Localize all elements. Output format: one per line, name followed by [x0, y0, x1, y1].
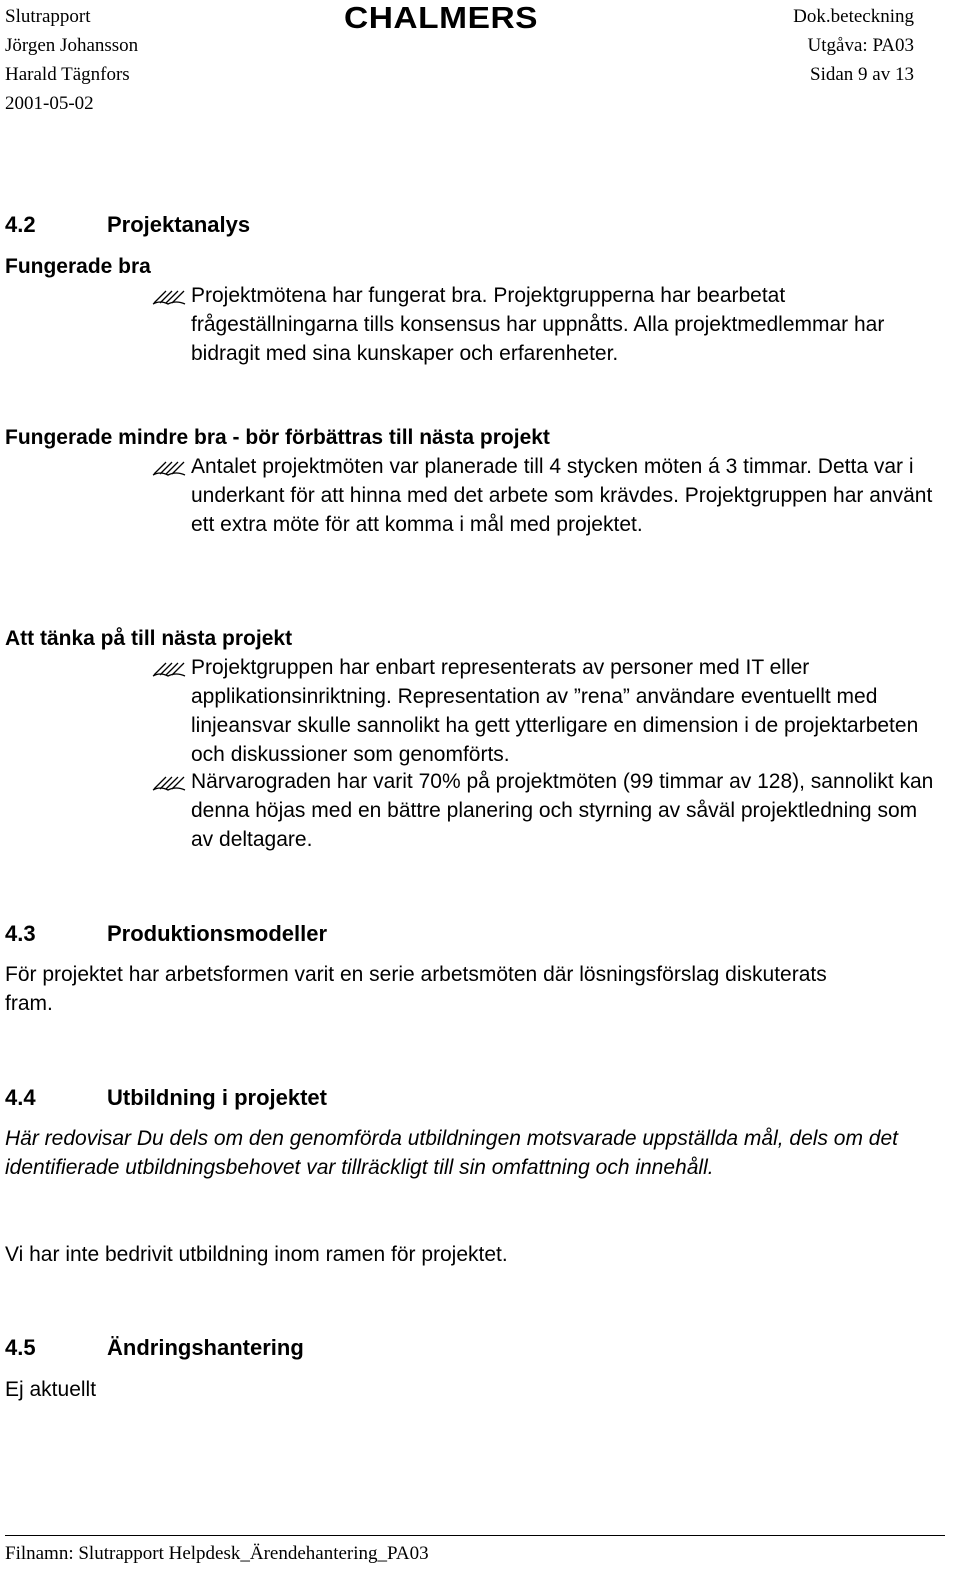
section-title: Projektanalys — [107, 212, 251, 237]
subheading-fungerade-bra: Fungerade bra — [5, 255, 151, 278]
subheading-mindre-bra: Fungerade mindre bra - bör förbättras till nästa projekt — [5, 426, 550, 449]
footer-divider — [5, 1535, 945, 1536]
bullet-item — [152, 281, 912, 368]
section-title: Produktionsmodeller — [107, 921, 328, 946]
header-author-1: Jörgen Johansson — [5, 35, 139, 56]
paragraph: Vi har inte bedrivit utbildning inom ramen för projektet. — [5, 1243, 508, 1266]
header-page-number: Sidan 9 av 13 — [810, 64, 914, 85]
footer-filename: Filnamn: Slutrapport Helpdesk_Ärendehantering_PA03 — [5, 1543, 429, 1564]
writing-hand-icon — [152, 772, 186, 792]
section-number: 4.4 — [5, 1085, 36, 1110]
section-heading-4-5 — [5, 1335, 304, 1361]
header-doc-designation: Dok.beteckning — [793, 6, 914, 27]
header-report-type: Slutrapport — [5, 6, 91, 27]
section-number: 4.5 — [5, 1335, 36, 1360]
bullet-text: Närvarograden har varit 70% på projektmöten (99 timmar av 128), sannolikt kan denna höjas med en bättre planering och styrning av såväl projektledning som av deltagare. — [191, 770, 934, 851]
section-number: 4.2 — [5, 212, 36, 237]
section-heading-4-3 — [5, 921, 327, 947]
bullet-item — [152, 653, 938, 769]
paragraph: Ej aktuellt — [5, 1378, 97, 1401]
section-heading-4-4 — [5, 1085, 327, 1111]
writing-hand-icon — [152, 457, 186, 477]
section-title: Ändringshantering — [107, 1335, 304, 1360]
section-title: Utbildning i projektet — [107, 1085, 327, 1110]
bullet-item — [152, 767, 938, 854]
chalmers-logo: CHALMERS — [344, 0, 539, 35]
paragraph: För projektet har arbetsformen varit en serie arbetsmöten där lösningsförslag diskuterats fram. — [5, 963, 827, 1015]
header-edition: Utgåva: PA03 — [807, 35, 914, 56]
writing-hand-icon — [152, 658, 186, 678]
writing-hand-icon — [152, 286, 186, 306]
bullet-text: Antalet projektmöten var planerade till 4 stycken möten á 3 timmar. Detta var i underkant för att hinna med det arbete som krävdes. Projektgruppen har använt ett extra möte för att komma i mål med projektet. — [191, 455, 933, 536]
section-heading-4-2 — [5, 212, 250, 238]
bullet-text: Projektmötena har fungerat bra. Projektgrupperna har bearbetat frågeställningarna tills konsensus har uppnåtts. Alla projektmedlemmar har bidragit med sina kunskaper och erfarenheter. — [191, 284, 885, 365]
section-number: 4.3 — [5, 921, 36, 946]
instruction-paragraph: Här redovisar Du dels om den genomförda utbildningen motsvarade uppställda mål, dels om det identifierade utbildningsbehovet var tillräckligt till sin omfattning och innehåll. — [5, 1127, 898, 1179]
header-date: 2001-05-02 — [5, 93, 94, 114]
bullet-text: Projektgruppen har enbart representerats av personer med IT eller applikationsinriktning. Representation av ”rena” användare eventuellt med linjeansvar skulle sannolikt ha gett ytterligare en dimension i de projektarbeten och diskussioner som genomförts. — [191, 656, 919, 766]
header-author-2: Harald Tägnfors — [5, 64, 130, 85]
bullet-item — [152, 452, 938, 539]
subheading-tanka-pa: Att tänka på till nästa projekt — [5, 627, 293, 650]
